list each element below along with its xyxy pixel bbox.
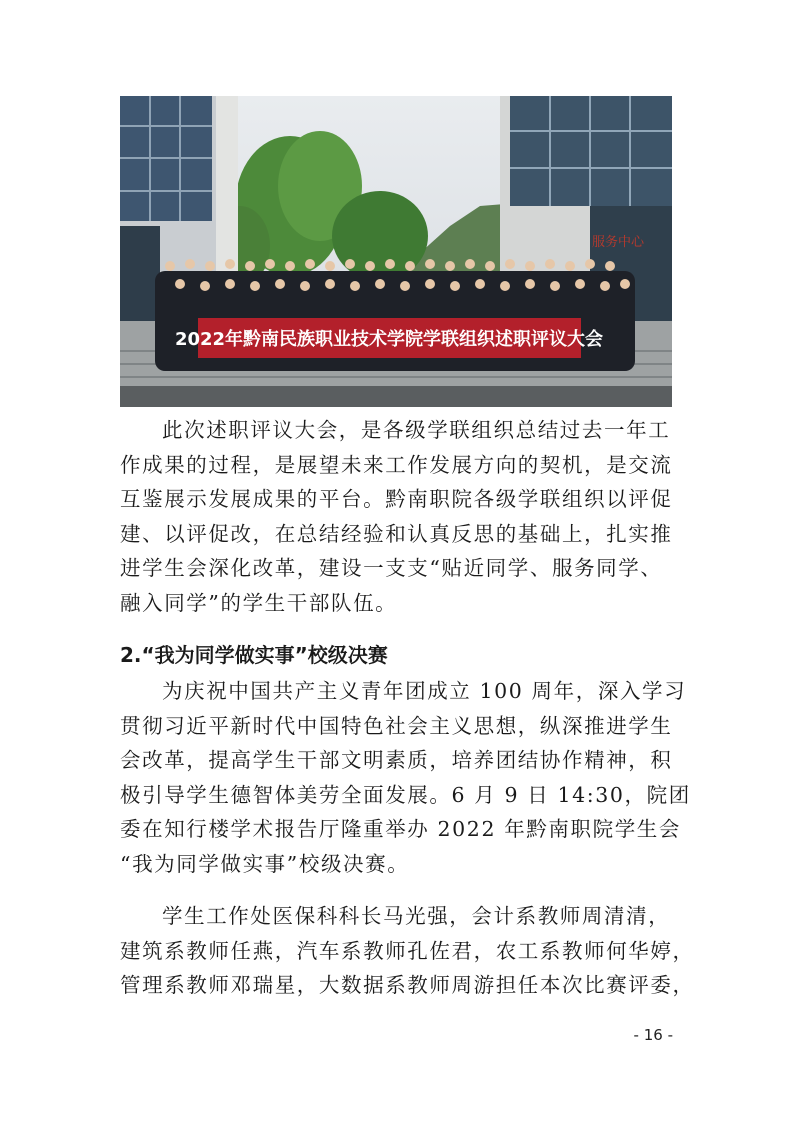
text-line: 为庆祝中国共产主义青年团成立 100 周年，深入学习 bbox=[162, 679, 687, 703]
page-number: - 16 - bbox=[633, 1026, 673, 1044]
group-photo bbox=[120, 96, 672, 407]
text-line: 管理系教师邓瑞星，大数据系教师周游担任本次比赛评委， bbox=[120, 973, 695, 998]
text-line: 融入同学”的学生干部队伍。 bbox=[120, 590, 398, 615]
text-line: 进学生会深化改革，建设一支支“贴近同学、服务同学、 bbox=[120, 556, 663, 581]
text-line: 建筑系教师任燕，汽车系教师孔佐君，农工系教师何华婷， bbox=[120, 938, 695, 963]
section-heading: 2.“我为同学做实事”校级决赛 bbox=[120, 643, 388, 667]
paragraph-1 bbox=[120, 413, 680, 621]
paragraph-3 bbox=[120, 899, 695, 1003]
text-line: 作成果的过程，是展望未来工作发展方向的契机，是交流 bbox=[120, 452, 673, 477]
text-line: 此次述职评议大会，是各级学联组织总结过去一年工 bbox=[162, 418, 671, 442]
paragraph-2 bbox=[120, 674, 691, 882]
text-line: 会改革，提高学生干部文明素质，培养团结协作精神，积 bbox=[120, 748, 673, 773]
text-line: 委在知行楼学术报告厅隆重举办 2022 年黔南职院学生会 bbox=[120, 817, 682, 842]
text-line: 贯彻习近平新时代中国特色社会主义思想，纵深推进学生 bbox=[120, 713, 673, 738]
text-line: “我为同学做实事”校级决赛。 bbox=[120, 851, 410, 876]
text-line: 建、以评促改，在总结经验和认真反思的基础上，扎实推 bbox=[120, 521, 673, 546]
text-line: 互鉴展示发展成果的平台。黔南职院各级学联组织以评促 bbox=[120, 487, 673, 512]
text-line: 极引导学生德智体美劳全面发展。6 月 9 日 14:30，院团 bbox=[120, 782, 691, 807]
text-line: 学生工作处医保科科长马光强，会计系教师周清清， bbox=[162, 904, 671, 928]
banner-text: 2022年黔南民族职业技术学院学联组织述职评议大会 bbox=[174, 329, 604, 350]
building-sign: 服务中心 bbox=[592, 235, 645, 250]
